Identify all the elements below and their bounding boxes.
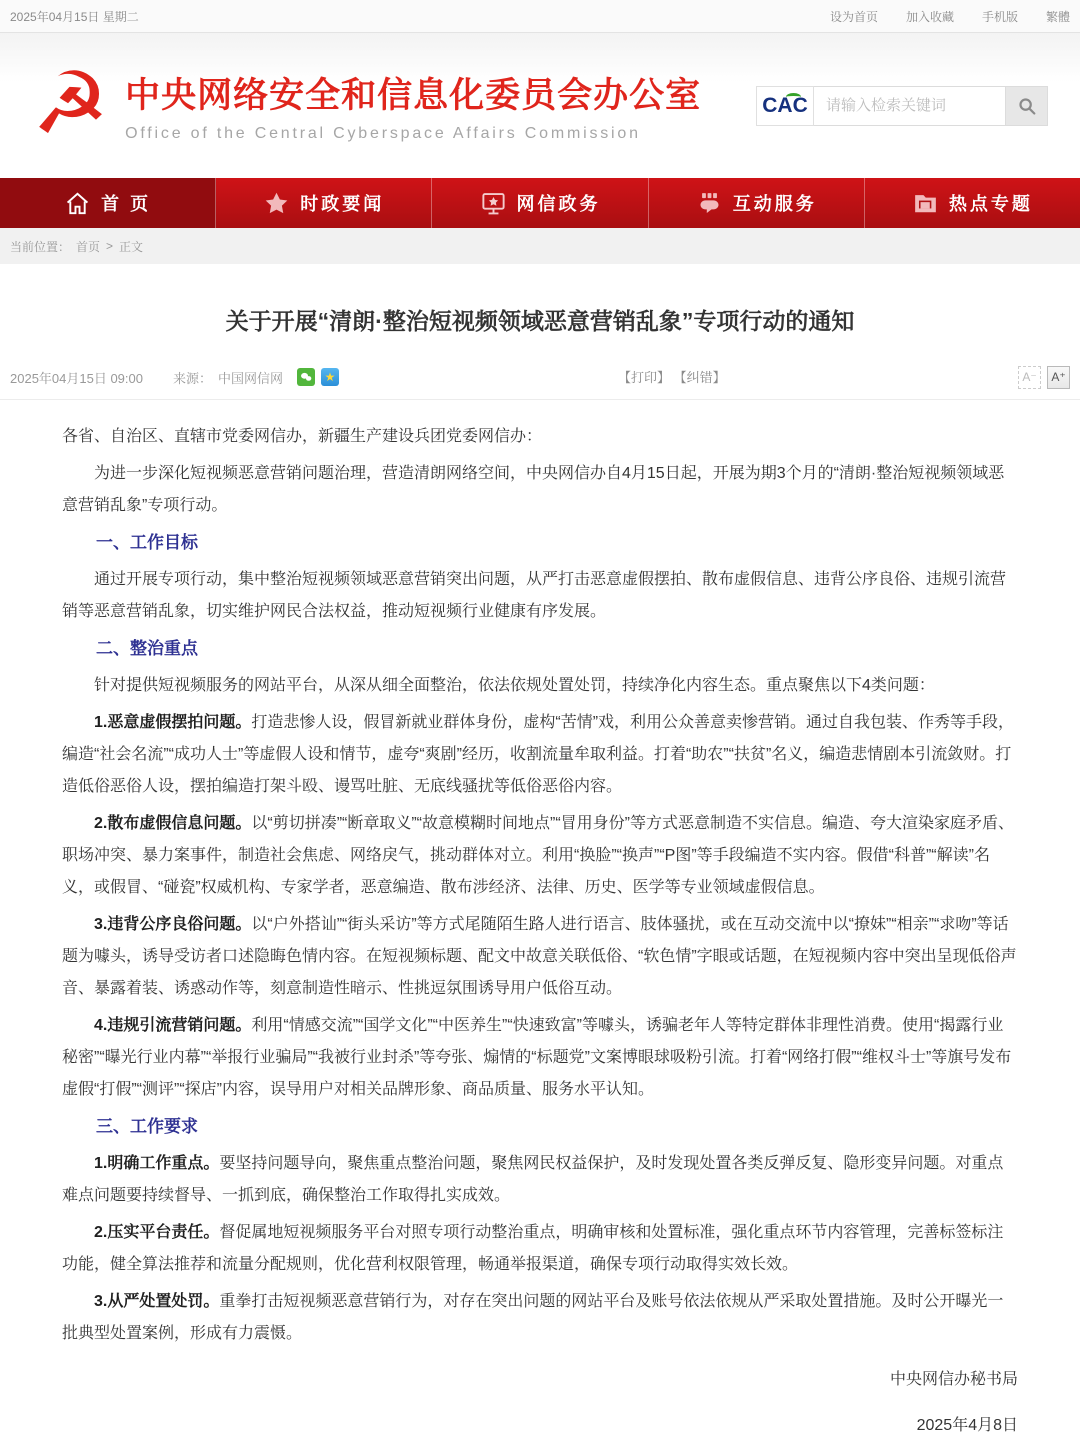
print-correct-group	[618, 367, 726, 386]
cac-logo	[756, 86, 814, 126]
nav-item-cyberspace-affairs[interactable]	[432, 178, 648, 228]
topbar-links	[830, 8, 1070, 25]
source-name: 中国网信网	[218, 370, 284, 386]
qzone-share-icon[interactable]: ★	[321, 368, 339, 386]
article-paragraph: 通过开展专项行动，集中整治短视频领域恶意营销突出问题，从严打击恶意虚假摆拍、散布虚假信息、违背公序良俗、违规引流营销等恶意营销乱象，切实维护网民合法权益，推动短视频行业健康有序发展。	[62, 571, 1007, 620]
top-utility-bar	[0, 0, 1080, 33]
nav-item-home[interactable]	[0, 178, 216, 228]
source-label: 来源：	[172, 370, 212, 386]
correct-button[interactable]: 【纠错】	[673, 370, 726, 385]
section-heading: 三、工作要求	[96, 1117, 198, 1136]
monitor-icon	[480, 190, 507, 217]
masthead	[0, 33, 1080, 178]
print-button[interactable]: 【打印】	[618, 370, 671, 385]
signature-line: 中央网信办秘书局	[889, 1371, 1018, 1388]
article-paragraph: 为进一步深化短视频恶意营销问题治理，营造清朗网络空间，中央网信办自4月15日起，开展为期3个月的“清朗·整治短视频领域恶意营销乱象”专项行动。	[62, 465, 1005, 514]
home-icon	[64, 190, 91, 217]
article-paragraph: 2.散布虚假信息问题。以“剪切拼凑”“断章取义”“故意模糊时间地点”“冒用身份”等方式恶意制造不实信息。编造、夸大渲染家庭矛盾、职场冲突、暴力案事件，制造社会焦虑、网络戾气，挑动群体对立。利用“换脸”“换声”“P图”等手段编造不实内容。假借“科普”“解读”名义，或假冒、“碰瓷”权威机构、专家学者，恶意编造、散布涉经济、法律、历史、医学等专业领域虚假信息。	[62, 815, 1014, 896]
nav-label: 首 页	[101, 194, 152, 214]
article-meta	[0, 364, 1080, 390]
search-input[interactable]	[814, 86, 1006, 126]
breadcrumb-home-link[interactable]: 首页	[76, 239, 101, 254]
site-identity	[125, 68, 701, 143]
mobile-version-link[interactable]: 手机版	[981, 9, 1018, 24]
breadcrumb-current: 正文	[119, 239, 144, 254]
article-paragraph: 1.明确工作重点。要坚持问题导向，聚焦重点整治问题，聚焦网民权益保护，及时发现处置各类反弹反复、隐形变异问题。对重点难点问题要持续督导、一抓到底，确保整治工作取得扎实成效。	[62, 1155, 1004, 1204]
article-paragraph: 1.恶意虚假摆拍问题。打造悲惨人设，假冒新就业群体身份，虚构“苦情”戏，利用公众善意卖惨营销。通过自我包装、作秀等手段，编造“社会名流”“成功人士”等虚假人设和情节，虚夸“爽剧”经历，收割流量牟取利益。打着“助农”“扶贫”名义，编造悲情剧本引流敛财。打造低俗恶俗人设，摆拍编造打架斗殴、谩骂吐脏、无底线骚扰等低俗恶俗内容。	[62, 714, 1015, 795]
nav-item-interactive-services[interactable]	[649, 178, 865, 228]
article-paragraph: 3.违背公序良俗问题。以“户外搭讪”“街头采访”等方式尾随陌生路人进行语言、肢体骚扰，或在互动交流中以“撩妹”“相亲”“求吻”等话题为噱头，诱导受访者口述隐晦色情内容。在短视频标题、配文中故意关联低俗、“软色情”字眼或话题，在短视频内容中突出呈现低俗声音、暴露着装、诱惑动作等，刻意制造性暗示、性挑逗氛围诱导用户低俗互动。	[62, 916, 1017, 997]
site-title: 中央网络安全和信息化委员会办公室	[125, 76, 702, 115]
wechat-share-icon[interactable]	[297, 368, 315, 386]
article-paragraph: 2.压实平台责任。督促属地短视频服务平台对照专项行动整治重点，明确审核和处置标准，强化重点环节内容管理，完善标签标注功能，健全算法推荐和流量分配规则，优化营利权限管理，畅通举报渠道，确保专项行动取得实效长效。	[62, 1224, 1004, 1273]
nav-label: 热点专题	[948, 194, 1033, 214]
share-buttons	[297, 368, 339, 386]
nav-item-politics-news[interactable]	[216, 178, 432, 228]
folder-icon	[912, 190, 939, 217]
section-heading: 一、工作目标	[96, 533, 198, 552]
set-homepage-link[interactable]: 设为首页	[829, 9, 878, 24]
search-area	[756, 86, 1048, 126]
nav-label: 时政要闻	[300, 194, 385, 214]
star-icon	[263, 190, 290, 217]
breadcrumb-label: 当前位置：	[10, 239, 71, 254]
magnifier-icon	[1016, 95, 1038, 117]
article-paragraph: 3.从严处置处罚。重拳打击短视频恶意营销行为，对存在突出问题的网站平台及账号依法依规从严采取处置措施。及时公开曝光一批典型处置案例，形成有力震慑。	[62, 1293, 1004, 1342]
article-body	[0, 400, 1080, 1442]
breadcrumb-separator: >	[106, 239, 114, 253]
party-emblem-icon: ☭	[32, 53, 110, 154]
cac-logo-arc	[786, 93, 801, 101]
nav-label: 互动服务	[732, 194, 817, 214]
search-button[interactable]	[1006, 86, 1048, 126]
article-header	[0, 264, 1080, 400]
font-larger-button[interactable]: A⁺	[1047, 366, 1070, 389]
article-paragraph: 各省、自治区、直辖市党委网信办，新疆生产建设兵团党委网信办：	[62, 428, 543, 445]
cac-logo-text: CAC	[762, 93, 808, 117]
article-paragraph: 针对提供短视频服务的网站平台，从深从细全面整治，依法依规处置处罚，持续净化内容生态。重点聚焦以下4类问题：	[94, 677, 935, 694]
add-favorite-link[interactable]: 加入收藏	[905, 9, 954, 24]
article-title: 关于开展“清朗·整治短视频领域恶意营销乱象”专项行动的通知	[225, 308, 855, 334]
breadcrumb	[0, 228, 1080, 264]
nav-label: 网信政务	[516, 194, 601, 214]
site-subtitle: Office of the Central Cyberspace Affairs Commission	[125, 125, 641, 142]
traditional-chinese-link[interactable]: 繁體	[1045, 9, 1070, 24]
chat-icon	[696, 190, 723, 217]
font-smaller-button[interactable]: A⁻	[1018, 366, 1041, 389]
publish-datetime: 2025年04月15日 09:00	[10, 370, 143, 386]
nav-item-hot-topics[interactable]	[865, 178, 1080, 228]
font-size-controls	[1018, 366, 1070, 389]
current-date: 2025年04月15日 星期二	[10, 9, 139, 24]
article-paragraph: 4.违规引流营销问题。利用“情感交流”“国学文化”“中医养生”“快速致富”等噱头，诱骗老年人等特定群体非理性消费。使用“揭露行业秘密”“曝光行业内幕”“举报行业骗局”“我被行业封杀”等夸张、煽情的“标题党”文案博眼球吸粉引流。打着“网络打假”“维权斗士”等旗号发布虚假“打假”“测评”“探店”内容，误导用户对相关品牌形象、商品质量、服务水平认知。	[62, 1017, 1012, 1098]
signature-line: 2025年4月8日	[916, 1417, 1018, 1434]
main-nav	[0, 178, 1080, 228]
section-heading: 二、整治重点	[96, 639, 198, 658]
